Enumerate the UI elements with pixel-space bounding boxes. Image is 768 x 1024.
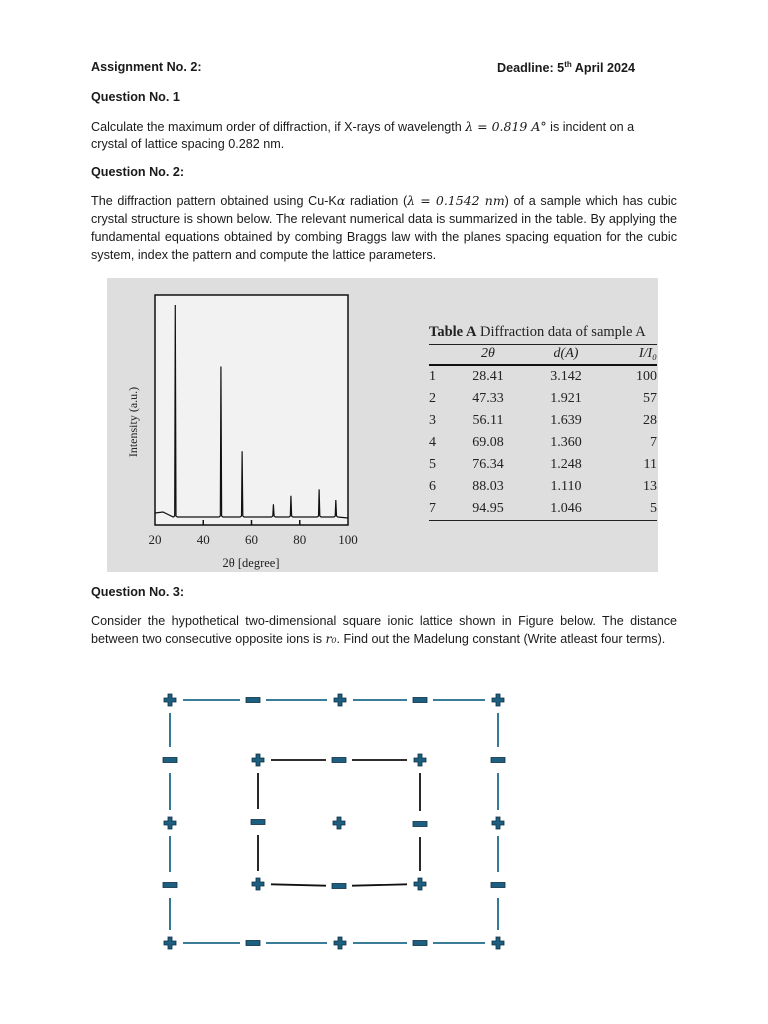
table-cell: 6 xyxy=(429,478,436,494)
table-cell: 3.142 xyxy=(550,368,582,384)
table-header: 2θ xyxy=(449,345,527,366)
table-row xyxy=(429,388,657,410)
x-tick-label: 40 xyxy=(196,532,210,547)
inner-bond-line xyxy=(271,884,326,885)
table-caption xyxy=(429,324,657,341)
q3-title: Question No. 3: xyxy=(91,585,185,599)
q1-math: λ = 0.819 A° xyxy=(465,119,547,134)
table-cell: 1.360 xyxy=(550,434,582,450)
positive-ion-icon xyxy=(164,937,176,949)
table-cell: 1.248 xyxy=(550,456,582,472)
positive-ion-icon xyxy=(252,754,264,766)
table-row xyxy=(429,498,657,521)
x-axis-label: 2θ [degree] xyxy=(222,556,280,570)
x-tick-label: 100 xyxy=(338,532,358,547)
y-axis-label: Intensity (a.u.) xyxy=(126,386,140,458)
negative-ion-icon xyxy=(332,758,346,763)
table-cell: 94.95 xyxy=(472,500,504,516)
negative-ion-icon xyxy=(332,884,346,889)
positive-ion-icon xyxy=(492,937,504,949)
positive-ion-icon xyxy=(164,694,176,706)
table-row xyxy=(429,410,657,432)
table-caption-text: Diffraction data of sample A xyxy=(476,324,646,340)
x-tick-label: 60 xyxy=(245,532,258,547)
q1-text-b: is incident on a xyxy=(546,120,635,134)
negative-ion-icon xyxy=(251,820,265,825)
table-cell: 1.110 xyxy=(550,478,582,494)
square-ionic-lattice xyxy=(150,680,520,960)
positive-ion-icon xyxy=(414,754,426,766)
q3-math: r₀ xyxy=(325,631,337,646)
q2-text xyxy=(91,192,677,264)
table-cell: 1.639 xyxy=(550,412,582,428)
table-cell: 1.921 xyxy=(550,390,582,406)
negative-ion-icon xyxy=(246,698,260,703)
table-row xyxy=(429,476,657,498)
table-cell: 47.33 xyxy=(472,390,504,406)
q2-alpha: α xyxy=(336,193,346,208)
table-cell: 7 xyxy=(429,500,436,516)
positive-ion-icon xyxy=(492,817,504,829)
table-row xyxy=(429,454,657,476)
table-row xyxy=(429,365,657,388)
table-cell: 56.11 xyxy=(472,412,504,428)
q1-text xyxy=(91,119,634,134)
table-cell: 57 xyxy=(643,390,657,406)
negative-ion-icon xyxy=(163,883,177,888)
deadline xyxy=(497,60,635,75)
q2-text-b: radiation ( xyxy=(345,194,408,208)
table-header xyxy=(429,345,449,366)
diffraction-table xyxy=(429,324,657,521)
table-header: d(A) xyxy=(527,345,605,366)
deadline-suffix: April 2024 xyxy=(571,61,635,76)
negative-ion-icon xyxy=(491,758,505,763)
positive-ion-icon xyxy=(492,694,504,706)
table-cell: 100 xyxy=(636,368,657,384)
table-header: I/I₀ xyxy=(605,345,657,366)
negative-ion-icon xyxy=(163,758,177,763)
table-cell: 1 xyxy=(429,368,436,384)
table-cell: 3 xyxy=(429,412,436,428)
inner-bond-line xyxy=(352,884,407,885)
negative-ion-icon xyxy=(246,941,260,946)
table-cell: 5 xyxy=(429,456,436,472)
table-cell: 28.41 xyxy=(472,368,504,384)
table-cell: 5 xyxy=(650,500,657,516)
deadline-prefix: Deadline: 5 xyxy=(497,61,565,76)
deadline-sup: th xyxy=(564,60,572,69)
x-tick-label: 80 xyxy=(293,532,307,547)
diffraction-figure xyxy=(107,278,658,572)
negative-ion-icon xyxy=(491,883,505,888)
positive-ion-icon xyxy=(164,817,176,829)
table-cell: 2 xyxy=(429,390,436,406)
assignment-title: Assignment No. 2: xyxy=(91,60,202,74)
q1-text-line2: crystal of lattice spacing 0.282 nm. xyxy=(91,137,285,151)
table-cell: 13 xyxy=(643,478,657,494)
table-cell: 1.046 xyxy=(550,500,582,516)
x-tick-label: 20 xyxy=(148,532,162,547)
table-cell: 7 xyxy=(650,434,657,450)
q1-text-a: Calculate the maximum order of diffraction, if X-rays of wavelength xyxy=(91,120,466,134)
q3-text-b: . Find out the Madelung constant (Write atleast four terms). xyxy=(336,632,666,646)
q2-math: λ = 0.1542 nm xyxy=(407,193,505,208)
table-cell: 11 xyxy=(643,456,657,472)
q3-text-a: Consider the hypothetical two-dimensional square ionic lattice shown in Figure below. The distance between two consecutive opposite ions is xyxy=(91,614,677,646)
table-row xyxy=(429,432,657,454)
table-cell: 76.34 xyxy=(472,456,504,472)
positive-ion-icon xyxy=(334,694,346,706)
positive-ion-icon xyxy=(333,817,345,829)
q2-title: Question No. 2: xyxy=(91,165,185,179)
q1-title: Question No. 1 xyxy=(91,90,180,104)
q3-text xyxy=(91,612,677,648)
negative-ion-icon xyxy=(413,698,427,703)
table-cell: 88.03 xyxy=(472,478,504,494)
q2-text-c: ) of a sample which has cubic crystal structure is shown below. The relevant numerical data is summarized in the table. By applying the fundamental equations obtained by combing Braggs law with the planes spacing equation for the cubic system, index the pattern and compute the lattice parameters. xyxy=(91,194,677,262)
negative-ion-icon xyxy=(413,822,427,827)
positive-ion-icon xyxy=(252,878,264,890)
table-cell: 69.08 xyxy=(472,434,504,450)
positive-ion-icon xyxy=(414,878,426,890)
positive-ion-icon xyxy=(334,937,346,949)
table-cell: 4 xyxy=(429,434,436,450)
q2-text-a: The diffraction pattern obtained using Cu-K xyxy=(91,194,337,208)
table-cell: 28 xyxy=(643,412,657,428)
negative-ion-icon xyxy=(413,941,427,946)
diffraction-chart xyxy=(107,278,427,572)
table-caption-bold: Table A xyxy=(429,324,477,340)
